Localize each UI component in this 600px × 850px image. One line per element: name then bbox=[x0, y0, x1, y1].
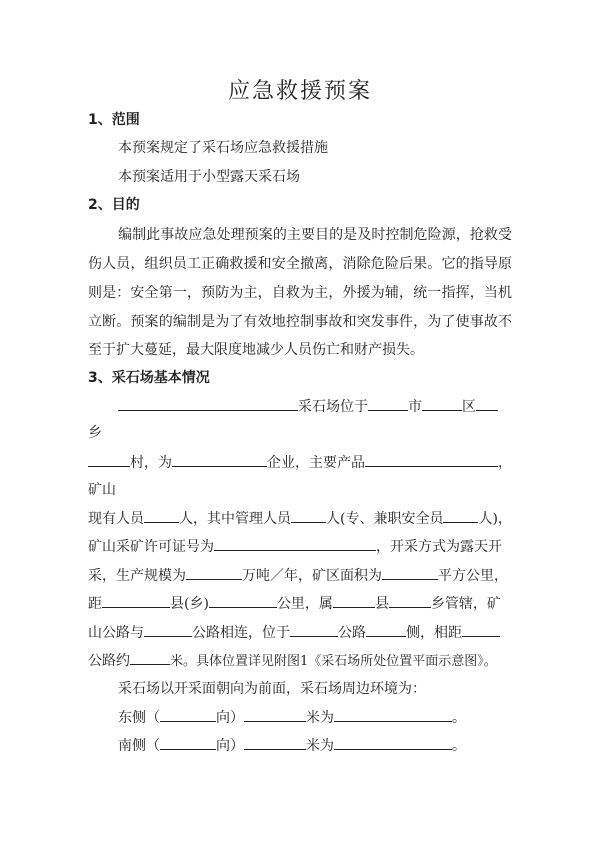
blank-field[interactable] bbox=[118, 396, 298, 411]
text: 企业，主要产品 bbox=[267, 455, 365, 471]
text: 米为 bbox=[306, 738, 334, 754]
text: 市 bbox=[408, 399, 422, 415]
blank-field[interactable] bbox=[88, 452, 130, 467]
text: 区 bbox=[462, 399, 476, 415]
text: 南侧（ bbox=[118, 738, 160, 754]
text: 公路 bbox=[338, 625, 366, 641]
text: 人(专、兼职安全员 bbox=[326, 511, 444, 527]
scope-line-2: 本预案适用于小型露天采石场 bbox=[118, 169, 300, 185]
text: 采，生产规模为 bbox=[88, 568, 186, 584]
blank-field[interactable] bbox=[462, 622, 500, 637]
info-line bbox=[88, 650, 512, 672]
section-1-heading: 1、范围 bbox=[88, 112, 140, 128]
text: 县(乡) bbox=[170, 596, 209, 612]
info-line bbox=[88, 396, 512, 417]
blank-field[interactable] bbox=[102, 593, 170, 608]
text: 人，其中管理人员 bbox=[179, 511, 291, 527]
blank-field[interactable] bbox=[144, 622, 192, 637]
text: ， bbox=[498, 455, 512, 471]
blank-field[interactable] bbox=[389, 593, 431, 608]
purpose-line: 伤人员，组织员工正确救援和安全撤离，消除危险后果。它的指导原 bbox=[88, 256, 512, 272]
blank-field[interactable] bbox=[244, 707, 306, 722]
purpose-line: 编制此事故应急处理预案的主要目的是及时控制危险源，抢救受 bbox=[118, 227, 512, 243]
text: 米。具体位置详见附图1《采石场所处位置平面示意图》。 bbox=[170, 654, 497, 669]
text: 现有人员 bbox=[88, 511, 144, 527]
blank-field[interactable] bbox=[365, 452, 498, 467]
text: 。 bbox=[452, 710, 466, 726]
purpose-line: 则是：安全第一，预防为主，自救为主，外援为辅，统一指挥，当机 bbox=[88, 285, 512, 301]
purpose-line: 立断。预案的编制是为了有效地控制事故和突发事件，为了使事故不 bbox=[88, 314, 512, 330]
blank-field[interactable] bbox=[130, 650, 170, 665]
blank-field[interactable] bbox=[144, 508, 179, 523]
text: 乡管辖，矿 bbox=[430, 596, 501, 612]
text: 矿山采矿许可证号为 bbox=[88, 539, 214, 555]
section-2-heading: 2、目的 bbox=[88, 197, 140, 213]
text: 公路约 bbox=[88, 653, 130, 669]
text: 距 bbox=[88, 596, 102, 612]
section-3-heading: 3、采石场基本情况 bbox=[88, 370, 210, 386]
text: 东侧（ bbox=[118, 710, 160, 726]
info-line bbox=[88, 452, 512, 473]
blank-field[interactable] bbox=[368, 396, 408, 411]
blank-field[interactable] bbox=[244, 735, 306, 750]
east-side-line bbox=[118, 707, 512, 728]
blank-field[interactable] bbox=[334, 707, 452, 722]
blank-field[interactable] bbox=[333, 593, 375, 608]
blank-field[interactable] bbox=[172, 452, 267, 467]
info-line bbox=[88, 565, 512, 586]
text: ，开采方式为露天开 bbox=[376, 539, 502, 555]
info-line: 矿山 bbox=[88, 482, 116, 498]
blank-field[interactable] bbox=[476, 396, 498, 411]
text: 侧，相距 bbox=[406, 625, 462, 641]
south-side-line bbox=[118, 735, 512, 756]
text: 人)， bbox=[478, 511, 512, 527]
blank-field[interactable] bbox=[290, 622, 338, 637]
blank-field[interactable] bbox=[334, 735, 452, 750]
info-line: 采石场以开采面朝向为前面，采石场周边环境为： bbox=[118, 681, 426, 697]
blank-field[interactable] bbox=[160, 707, 216, 722]
text: 向） bbox=[216, 738, 244, 754]
blank-field[interactable] bbox=[209, 593, 277, 608]
purpose-line: 至于扩大蔓延，最大限度地减少人员伤亡和财产损失。 bbox=[88, 342, 424, 358]
document-title: 应急救援预案 bbox=[227, 79, 372, 104]
text: 公里，属 bbox=[276, 596, 333, 612]
blank-field[interactable] bbox=[160, 735, 216, 750]
info-line bbox=[88, 593, 512, 614]
blank-field[interactable] bbox=[422, 396, 462, 411]
blank-field[interactable] bbox=[382, 565, 438, 580]
blank-field[interactable] bbox=[366, 622, 406, 637]
text: 公路相连，位于 bbox=[192, 625, 290, 641]
text: 县 bbox=[374, 596, 389, 612]
text: 平方公里， bbox=[438, 568, 508, 584]
text: 米为 bbox=[306, 710, 334, 726]
text: 采石场位于 bbox=[298, 399, 368, 415]
text: 村，为 bbox=[130, 455, 172, 471]
text: 向） bbox=[216, 710, 244, 726]
text: 。 bbox=[452, 738, 466, 754]
text: 万吨／年，矿区面积为 bbox=[242, 568, 382, 584]
info-line bbox=[88, 508, 512, 529]
info-line: 乡 bbox=[88, 425, 102, 441]
blank-field[interactable] bbox=[214, 536, 376, 551]
info-line bbox=[88, 536, 512, 557]
info-line bbox=[88, 622, 512, 643]
blank-field[interactable] bbox=[291, 508, 326, 523]
blank-field[interactable] bbox=[186, 565, 242, 580]
text: 山公路与 bbox=[88, 625, 144, 641]
scope-line-1: 本预案规定了采石场应急救援措施 bbox=[118, 140, 328, 156]
blank-field[interactable] bbox=[443, 508, 478, 523]
